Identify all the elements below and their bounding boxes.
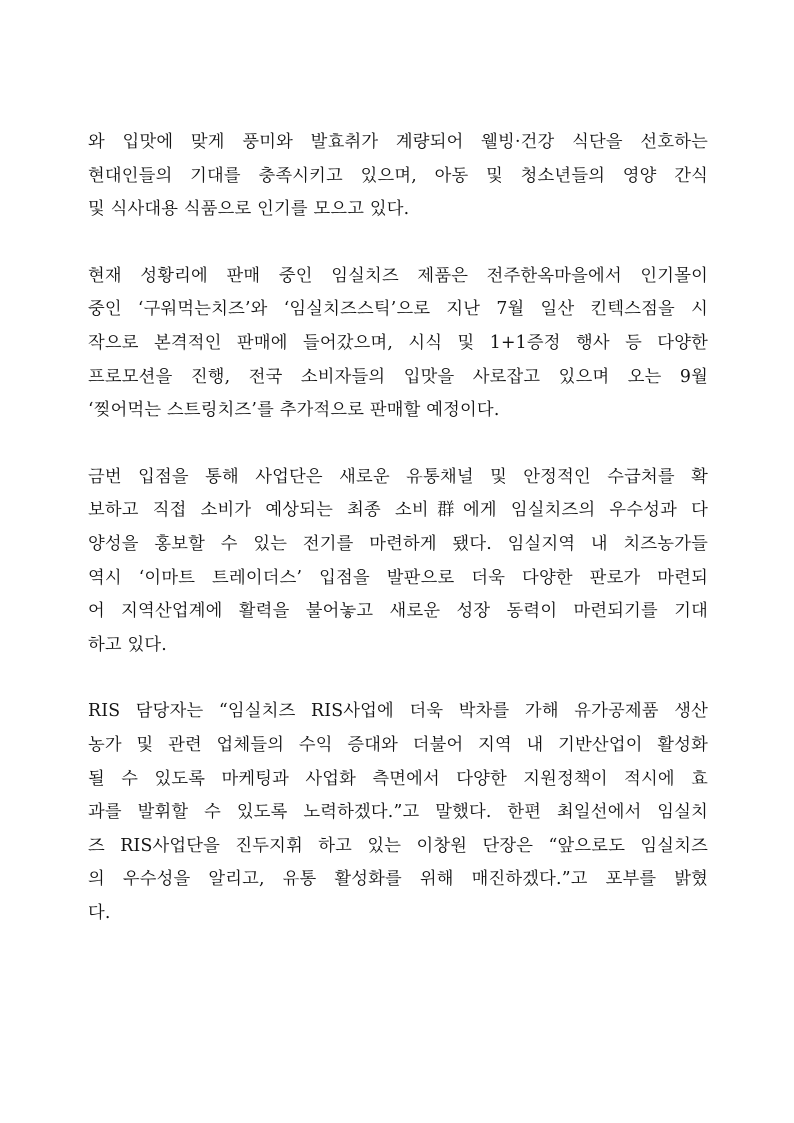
paragraph-ris-statement xyxy=(88,695,708,930)
text-line: 즈 RIS사업단을 진두지휘 하고 있는 이창원 단장은 “앞으로도 임실치즈 xyxy=(88,835,708,856)
text-line: 및 식사대용 식품으로 인기를 모으고 있다. xyxy=(88,199,410,220)
text-line: 다. xyxy=(88,902,111,923)
paragraph-current-sales xyxy=(88,260,708,428)
text-line: 현재 성황리에 판매 중인 임실치즈 제품은 전주한옥마을에서 인기몰이 xyxy=(88,265,708,286)
text-line: 과를 발휘할 수 있도록 노력하겠다.”고 말했다. 한편 최일선에서 임실치 xyxy=(88,802,708,823)
text-line: 의 우수성을 알리고, 유통 활성화를 위해 매진하겠다.”고 포부를 밝혔 xyxy=(88,869,708,890)
document-body xyxy=(88,126,708,963)
text-line: 농가 및 관련 업체들의 수익 증대와 더불어 지역 내 기반산업이 활성화 xyxy=(88,734,708,755)
text-line: 될 수 있도록 마케팅과 사업화 측면에서 다양한 지원정책이 적시에 효 xyxy=(88,768,708,789)
paragraph-distribution-channel xyxy=(88,461,708,663)
paragraph-health-appeal xyxy=(88,126,708,227)
text-line: 보하고 직접 소비가 예상되는 최종 소비群에게 임실치즈의 우수성과 다 xyxy=(88,500,708,521)
text-line: 프로모션을 진행, 전국 소비자들의 입맛을 사로잡고 있으며 오는 9월 xyxy=(88,366,708,387)
text-line: 와 입맛에 맞게 풍미와 발효취가 계량되어 웰빙·건강 식단을 선호하는 xyxy=(88,132,708,152)
text-line: 역시 ‘이마트 트레이더스’ 입점을 발판으로 더욱 다양한 판로가 마련되 xyxy=(88,567,708,588)
text-line: 어 지역산업계에 활력을 불어놓고 새로운 성장 동력이 마련되기를 기대 xyxy=(88,601,708,622)
text-line: RIS 담당자는 “임실치즈 RIS사업에 더욱 박차를 가해 유가공제품 생산 xyxy=(88,701,708,722)
text-line: 하고 있다. xyxy=(88,634,167,655)
text-line: 현대인들의 기대를 충족시키고 있으며, 아동 및 청소년들의 영양 간식 xyxy=(88,165,708,186)
text-line: 금번 입점을 통해 사업단은 새로운 유통채널 및 안정적인 수급처를 확 xyxy=(88,466,708,487)
text-line: 작으로 본격적인 판매에 들어갔으며, 시식 및 1+1증정 행사 등 다양한 xyxy=(88,332,708,353)
text-line: 양성을 홍보할 수 있는 전기를 마련하게 됐다. 임실지역 내 치즈농가들 xyxy=(88,533,708,554)
text-line: 중인 ‘구워먹는치즈’와 ‘임실치즈스틱’으로 지난 7월 일산 킨텍스점을 시 xyxy=(88,299,708,320)
text-line: ‘찢어먹는 스트링치즈’를 추가적으로 판매할 예정이다. xyxy=(88,400,500,421)
